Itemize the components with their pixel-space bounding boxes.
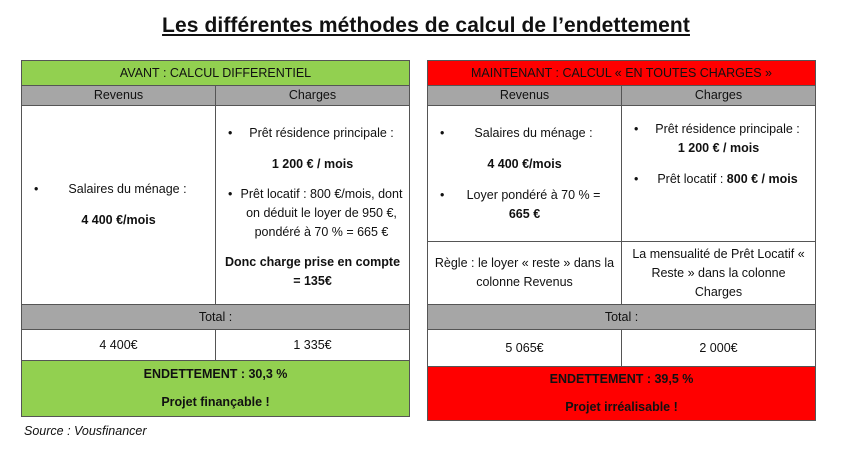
- charges-value-1: 1 200 € / mois: [677, 141, 760, 155]
- charges-item-1: • Prêt résidence principale :: [222, 124, 403, 143]
- source-note: Source : Vousfinancer: [24, 424, 147, 438]
- header-maintenant: MAINTENANT : CALCUL « EN TOUTES CHARGES »: [428, 61, 816, 86]
- table-maintenant: [427, 60, 816, 421]
- charges-item-2: [628, 170, 809, 189]
- col-header-charges: Charges: [216, 86, 410, 106]
- endettement-value: ENDETTEMENT : 39,5 %: [549, 372, 694, 386]
- charges-item-2-label: Prêt locatif :: [657, 172, 727, 186]
- revenus-item: • Salaires du ménage :: [28, 180, 209, 199]
- charges-item-1: • Prêt résidence principale :: [628, 120, 809, 139]
- revenus-value-2: 665 €: [508, 206, 541, 221]
- cell-revenus-maintenant: [428, 106, 622, 242]
- total-charges: 1 335€: [216, 330, 410, 361]
- total-revenus: 5 065€: [428, 330, 622, 367]
- total-charges: 2 000€: [622, 330, 816, 367]
- total-label: Total :: [22, 305, 410, 330]
- table-avant: [21, 60, 410, 417]
- charges-item-2: • Prêt locatif : 800 €/mois, dont on déduit le loyer de 950 €, pondéré à 70 % = 665 €: [222, 185, 403, 242]
- col-header-charges: Charges: [622, 86, 816, 106]
- endettement-maintenant: [428, 367, 816, 421]
- header-avant: AVANT : CALCUL DIFFERENTIEL: [22, 61, 410, 86]
- page-title: Les différentes méthodes de calcul de l’endettement: [162, 14, 690, 37]
- total-label: Total :: [428, 305, 816, 330]
- verdict: Projet finançable !: [161, 395, 270, 409]
- verdict: Projet irréalisable !: [565, 400, 678, 414]
- charges-item-2-value: 800 € / mois: [726, 172, 798, 186]
- revenus-item-2: • Loyer pondéré à 70 % =: [434, 186, 615, 205]
- revenus-value: 4 400 €/mois: [81, 213, 156, 227]
- cell-charges-maintenant: [622, 106, 816, 242]
- col-header-revenus: Revenus: [22, 86, 216, 106]
- endettement-avant: [22, 361, 410, 417]
- col-header-revenus: Revenus: [428, 86, 622, 106]
- rule-charges: La mensualité de Prêt Locatif « Reste » dans la colonne Charges: [622, 242, 816, 305]
- cell-charges-avant: [216, 106, 410, 305]
- charges-value-1: 1 200 € / mois: [271, 156, 354, 171]
- charges-conclusion: Donc charge prise en compte = 135€: [224, 254, 401, 288]
- endettement-value: ENDETTEMENT : 30,3 %: [143, 367, 288, 381]
- cell-revenus-avant: [22, 106, 216, 305]
- revenus-value-1: 4 400 €/mois: [487, 156, 562, 171]
- revenus-item-1: • Salaires du ménage :: [434, 124, 615, 143]
- total-revenus: 4 400€: [22, 330, 216, 361]
- rule-revenus: Règle : le loyer « reste » dans la colonne Revenus: [428, 242, 622, 305]
